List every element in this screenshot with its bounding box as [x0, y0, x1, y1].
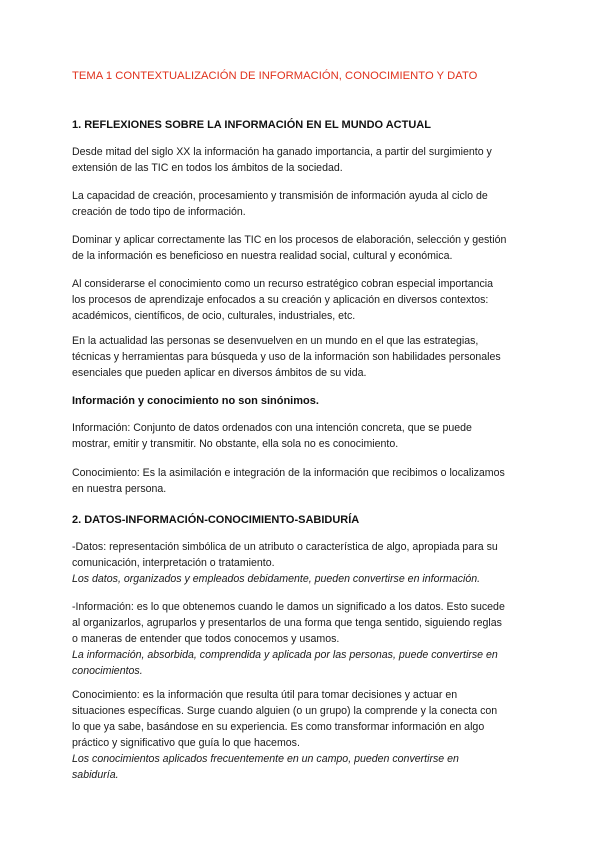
text-line: en nuestra persona.	[72, 483, 167, 495]
text-line: los procesos de aprendizaje enfocados a su creación y aplicación en diversos contextos:	[72, 294, 489, 306]
paragraph-4	[72, 276, 534, 324]
section-2-heading: 2. DATOS-INFORMACIÓN-CONOCIMIENTO-SABIDURÍA	[72, 514, 360, 526]
text-line: de la información es beneficioso en nuestra realidad social, cultural y económica.	[72, 250, 453, 262]
text-line: al organizarlos, agruparlos y presentarlos de una forma que tenga sentido, siguiendo reglas	[72, 617, 502, 629]
text-line: Conocimiento: Es la asimilación e integración de la información que recibimos o localizamos	[72, 467, 505, 479]
italic-line: La información, absorbida, comprendida y aplicada por las personas, puede convertirse en	[72, 649, 498, 661]
text-line: Desde mitad del siglo XX la información ha ganado importancia, a partir del surgimiento y	[72, 146, 492, 158]
paragraph-conocimiento	[72, 465, 534, 497]
italic-line: Los conocimientos aplicados frecuentemente en un campo, pueden convertirse en	[72, 753, 459, 765]
text-line: Conocimiento: es la información que resulta útil para tomar decisiones y actuar en	[72, 689, 458, 701]
document-title: TEMA 1 CONTEXTUALIZACIÓN DE INFORMACIÓN, CONOCIMIENTO Y DATO	[72, 70, 478, 82]
text-line: En la actualidad las personas se desenvuelven en un mundo en el que las estrategias,	[72, 335, 479, 347]
text-line: La capacidad de creación, procesamiento y transmisión de información ayuda al ciclo de	[72, 190, 488, 202]
section-1-heading: 1. REFLEXIONES SOBRE LA INFORMACIÓN EN EL MUNDO ACTUAL	[72, 119, 431, 131]
subheading: Información y conocimiento no son sinónimos.	[72, 395, 319, 407]
text-line: lo que ya sabe, basándose en su experiencia. Es como transformar información en algo	[72, 721, 485, 733]
text-line: esenciales que pueden aplicar en diversos ámbitos de su vida.	[72, 367, 367, 379]
text-line: extensión de las TIC en todos los ámbitos de la sociedad.	[72, 162, 343, 174]
text-line: situaciones específicas. Surge cuando alguien (o un grupo) la comprende y la conecta con	[72, 705, 498, 717]
text-line: mostrar, emitir y transmitir. No obstante, ella sola no es conocimiento.	[72, 438, 399, 450]
text-line: -Información: es lo que obtenemos cuando le damos un significado a los datos. Esto sucede	[72, 601, 505, 613]
text-line: práctico y significativo que guía lo que hacemos.	[72, 737, 300, 749]
paragraph-conocimiento-def	[72, 687, 534, 783]
paragraph-5	[72, 333, 534, 381]
text-line: Dominar y aplicar correctamente las TIC en los procesos de elaboración, selección y gestión	[72, 234, 507, 246]
paragraph-1	[72, 144, 534, 176]
paragraph-informacion-def	[72, 599, 534, 679]
paragraph-2	[72, 188, 534, 220]
text-line: creación de todo tipo de información.	[72, 206, 246, 218]
text-line: Al considerarse el conocimiento como un recurso estratégico cobran especial importancia	[72, 278, 494, 290]
italic-line: sabiduría.	[72, 769, 119, 781]
text-line: Información: Conjunto de datos ordenados con una intención concreta, que se puede	[72, 422, 472, 434]
text-line: comunicación, interpretación o tratamiento.	[72, 557, 275, 569]
text-line: técnicas y herramientas para búsqueda y uso de la información son habilidades personales	[72, 351, 501, 363]
text-line: o maneras de entender que todos conocemos y usamos.	[72, 633, 340, 645]
italic-line: conocimientos.	[72, 665, 143, 677]
paragraph-3	[72, 232, 534, 264]
text-line: -Datos: representación simbólica de un atributo o característica de algo, apropiada para su	[72, 541, 498, 553]
italic-line: Los datos, organizados y empleados debidamente, pueden convertirse en información.	[72, 573, 481, 585]
text-line: académicos, científicos, de ocio, culturales, industriales, etc.	[72, 310, 356, 322]
paragraph-informacion	[72, 420, 534, 452]
paragraph-datos	[72, 539, 534, 587]
